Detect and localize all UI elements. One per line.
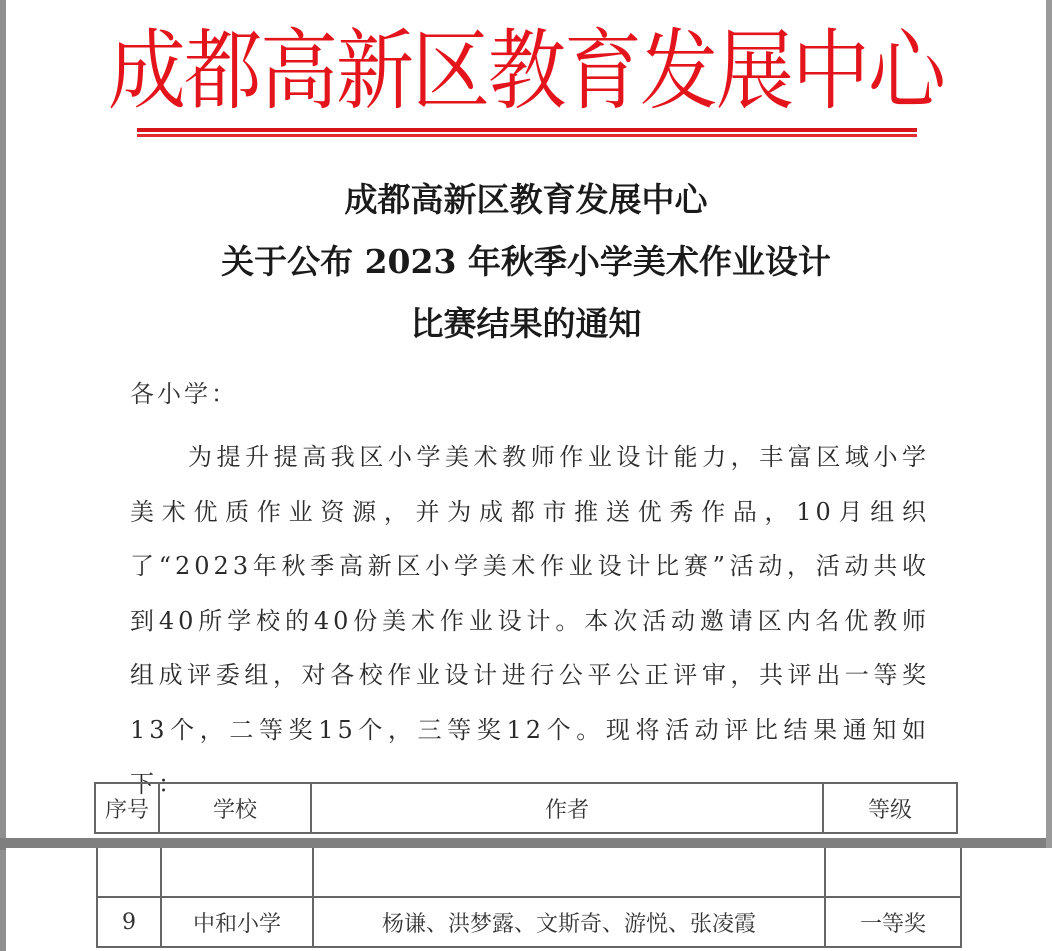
cell-authors: 杨谦、洪梦露、文斯奇、游悦、张凌霞 — [313, 897, 825, 947]
salutation: 各小学： — [130, 380, 238, 408]
document-page-1 — [6, 0, 1046, 840]
cell-level: 一等奖 — [825, 897, 961, 947]
cell-no: 9 — [97, 897, 161, 947]
masthead-title: 成都高新区教育发展中心 — [107, 21, 944, 123]
table-row — [97, 897, 961, 947]
results-table — [96, 848, 962, 948]
header-no: 序号 — [95, 783, 159, 833]
results-table-header — [94, 782, 958, 834]
table-row-partial — [97, 848, 961, 897]
notice-title-line-2: 关于公布 2023 年秋季小学美术作业设计 — [221, 242, 831, 281]
header-level: 等级 — [823, 783, 957, 833]
notice-title-line-3: 比赛结果的通知 — [410, 304, 642, 343]
document-page-2 — [6, 848, 1046, 951]
red-rule-secondary — [137, 134, 917, 137]
body-paragraph: 为提升提高我区小学美术教师作业设计能力，丰富区域小学美术优质作业资源，并为成都市推送优秀作品，10月组织了“2023年秋季高新区小学美术作业设计比赛”活动，活动共收到40所学校的40份美术作业设计。本次活动邀请区内名优教师组成评委组，对各校作业设计进行公平公正评审，共评出一等奖13个，二等奖15个，三等奖12个。现将活动评比结果通知如下： — [130, 443, 930, 798]
notice-title-line-1: 成都高新区教育发展中心 — [344, 180, 708, 219]
header-school: 学校 — [159, 783, 311, 833]
red-rule — [137, 128, 917, 132]
cell-school: 中和小学 — [161, 897, 313, 947]
header-authors: 作者 — [311, 783, 823, 833]
page-edge-right — [1046, 0, 1052, 951]
table-header-row — [95, 783, 957, 833]
